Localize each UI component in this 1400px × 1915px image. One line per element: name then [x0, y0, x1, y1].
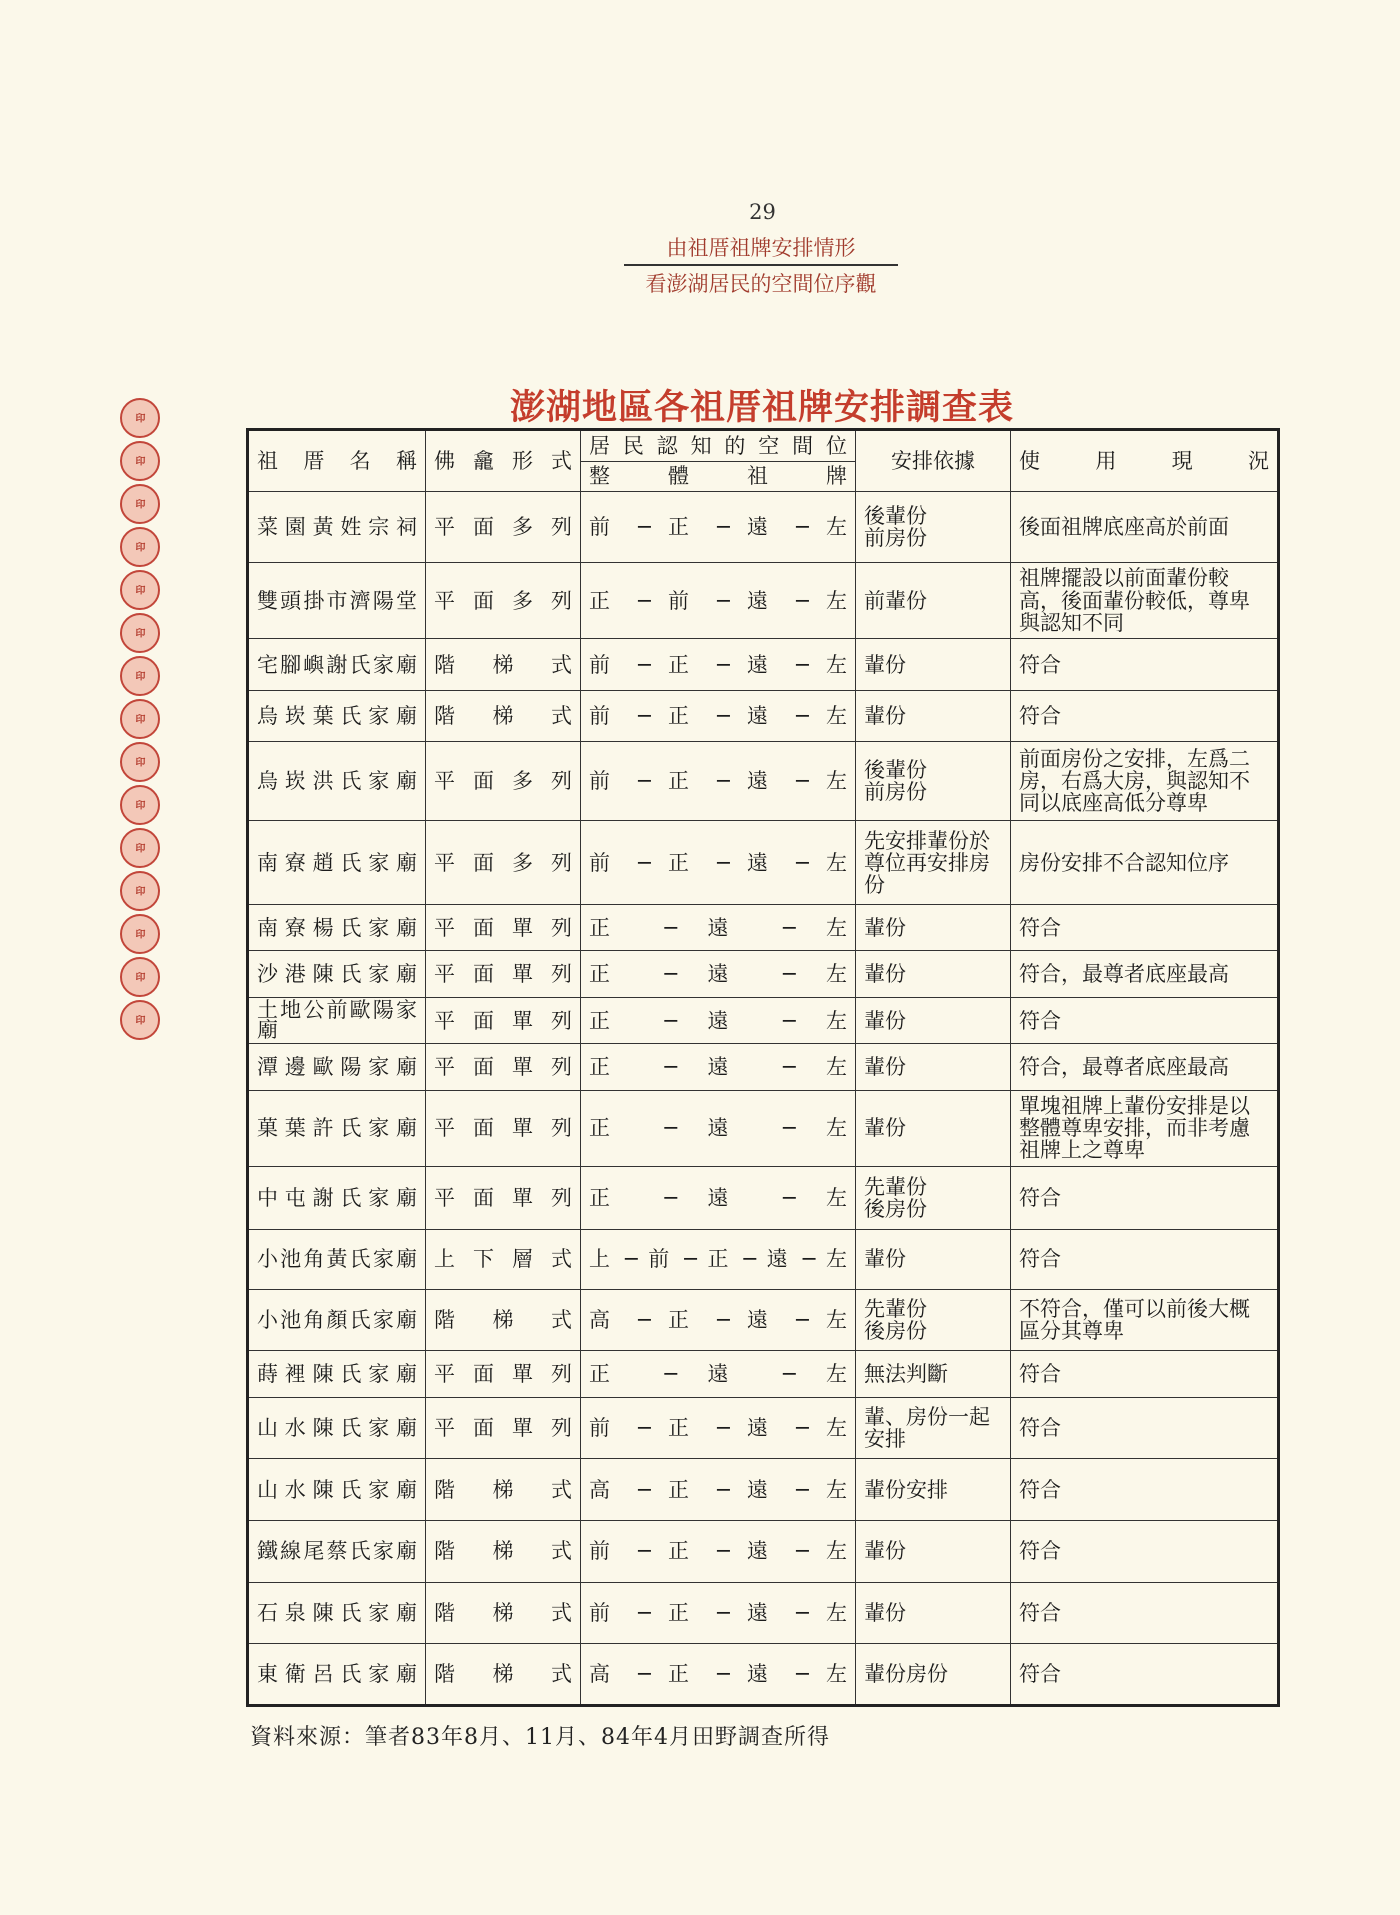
seal-stamp-icon — [120, 613, 160, 653]
cell-basis: 先輩份 後房份 — [856, 1166, 1011, 1230]
seal-stamp-mark: 印 — [135, 627, 145, 640]
table-row — [248, 1582, 1279, 1644]
cell-name: 菜園黃姓宗祠 — [248, 492, 426, 563]
table-row — [248, 997, 1279, 1043]
cell-order: 上 ─ 前 ─ 正 ─ 遠 ─ 左 — [581, 1230, 856, 1290]
seal-stamp-icon — [120, 742, 160, 782]
seal-stamp-icon — [120, 1000, 160, 1040]
cell-order: 前 ─ 正 ─ 遠 ─ 左 — [581, 742, 856, 821]
table-row — [248, 1166, 1279, 1230]
cell-basis: 先安排輩份於尊位再安排房份 — [856, 821, 1011, 905]
cell-basis: 輩份 — [856, 905, 1011, 951]
table-body — [248, 492, 1279, 1706]
cell-status: 符合 — [1011, 1644, 1279, 1706]
cell-order: 正 ─ 遠 ─ 左 — [581, 951, 856, 997]
table-row — [248, 951, 1279, 997]
table-row — [248, 1644, 1279, 1706]
cell-name: 山水陳氏家廟 — [248, 1397, 426, 1459]
header-row-1 — [248, 430, 1279, 462]
seal-stamp-icon — [120, 871, 160, 911]
cell-order: 前 ─ 正 ─ 遠 ─ 左 — [581, 639, 856, 691]
header-shrine: 佛 龕 形 式 — [426, 430, 581, 492]
seal-stamp-icon — [120, 914, 160, 954]
survey-table — [246, 428, 1280, 1707]
cell-status: 房份安排不合認知位序 — [1011, 821, 1279, 905]
cell-name: 山水陳氏家廟 — [248, 1459, 426, 1521]
cell-order: 高 ─ 正 ─ 遠 ─ 左 — [581, 1289, 856, 1351]
cell-name: 宅腳嶼謝氏家廟 — [248, 639, 426, 691]
cell-order: 前 ─ 正 ─ 遠 ─ 左 — [581, 1582, 856, 1644]
cell-order: 前 ─ 正 ─ 遠 ─ 左 — [581, 1397, 856, 1459]
cell-status: 符合 — [1011, 1351, 1279, 1397]
cell-shrine: 階梯式 — [426, 1289, 581, 1351]
table-title: 澎湖地區各祖厝祖牌安排調查表 — [509, 388, 1014, 428]
cell-status: 符合 — [1011, 1459, 1279, 1521]
cell-shrine: 平面單列 — [426, 1397, 581, 1459]
cell-name: 南寮趙氏家廟 — [248, 821, 426, 905]
source-note: 資料來源：筆者83年8月、11月、84年4月田野調查所得 — [250, 1725, 830, 1750]
cell-name: 雙頭掛市濟陽堂 — [248, 562, 426, 639]
cell-status: 符合 — [1011, 1166, 1279, 1230]
cell-shrine: 平面多列 — [426, 742, 581, 821]
cell-shrine: 平面多列 — [426, 492, 581, 563]
cell-shrine: 平面單列 — [426, 1044, 581, 1090]
cell-name: 潭邊歐陽家廟 — [248, 1044, 426, 1090]
cell-status: 符合，最尊者底座最高 — [1011, 1044, 1279, 1090]
cell-basis: 輩份 — [856, 639, 1011, 691]
cell-status: 單塊祖牌上輩份安排是以整體尊卑安排，而非考慮祖牌上之尊卑 — [1011, 1090, 1279, 1166]
cell-name: 烏崁洪氏家廟 — [248, 742, 426, 821]
page-number: 29 — [749, 200, 776, 224]
cell-status: 符合 — [1011, 1521, 1279, 1583]
cell-name: 蒔裡陳氏家廟 — [248, 1351, 426, 1397]
running-head-line1: 由祖厝祖牌安排情形 — [624, 232, 898, 266]
seal-stamp-icon — [120, 656, 160, 696]
cell-basis: 後輩份 前房份 — [856, 742, 1011, 821]
header-name: 祖 厝 名 稱 — [248, 430, 426, 492]
cell-basis: 無法判斷 — [856, 1351, 1011, 1397]
seal-stamp-icon — [120, 484, 160, 524]
cell-name: 東衛呂氏家廟 — [248, 1644, 426, 1706]
cell-name: 菓葉許氏家廟 — [248, 1090, 426, 1166]
cell-status: 符合 — [1011, 997, 1279, 1043]
cell-shrine: 平面單列 — [426, 1166, 581, 1230]
header-cognition: 居民認知的空間位 — [581, 430, 856, 462]
cell-shrine: 平面單列 — [426, 1351, 581, 1397]
seal-stamp-mark: 印 — [135, 455, 145, 468]
running-head-line2: 看澎湖居民的空間位序觀 — [645, 272, 877, 296]
cell-shrine: 階梯式 — [426, 1582, 581, 1644]
seal-stamp-mark: 印 — [135, 541, 145, 554]
table-row — [248, 1351, 1279, 1397]
seal-stamp-icon — [120, 398, 160, 438]
cell-name: 南寮楊氏家廟 — [248, 905, 426, 951]
cell-basis: 輩份 — [856, 1090, 1011, 1166]
cell-status: 符合 — [1011, 1582, 1279, 1644]
cell-shrine: 上下層式 — [426, 1230, 581, 1290]
cell-order: 高 ─ 正 ─ 遠 ─ 左 — [581, 1644, 856, 1706]
table-row — [248, 1090, 1279, 1166]
table-row — [248, 1044, 1279, 1090]
table-row — [248, 905, 1279, 951]
cell-shrine: 平面單列 — [426, 951, 581, 997]
cell-shrine: 階梯式 — [426, 1521, 581, 1583]
cell-order: 正 ─ 遠 ─ 左 — [581, 1166, 856, 1230]
seal-strip — [120, 398, 164, 1043]
cell-shrine: 階梯式 — [426, 639, 581, 691]
table-row — [248, 742, 1279, 821]
table-row — [248, 821, 1279, 905]
running-head — [624, 232, 898, 300]
seal-stamp-mark: 印 — [135, 971, 145, 984]
table-row — [248, 1397, 1279, 1459]
cell-shrine: 平面多列 — [426, 821, 581, 905]
cell-name: 鐵線尾蔡氏家廟 — [248, 1521, 426, 1583]
cell-status: 符合 — [1011, 690, 1279, 742]
seal-stamp-mark: 印 — [135, 670, 145, 683]
cell-basis: 輩份安排 — [856, 1459, 1011, 1521]
cell-shrine: 平面單列 — [426, 905, 581, 951]
table-row — [248, 639, 1279, 691]
seal-stamp-mark: 印 — [135, 498, 145, 511]
cell-order: 前 ─ 正 ─ 遠 ─ 左 — [581, 821, 856, 905]
cell-status: 符合，最尊者底座最高 — [1011, 951, 1279, 997]
seal-stamp-icon — [120, 527, 160, 567]
seal-stamp-icon — [120, 957, 160, 997]
seal-stamp-mark: 印 — [135, 1014, 145, 1027]
cell-status: 符合 — [1011, 1230, 1279, 1290]
cell-basis: 輩份 — [856, 951, 1011, 997]
cell-basis: 輩份 — [856, 1044, 1011, 1090]
cell-order: 前 ─ 正 ─ 遠 ─ 左 — [581, 690, 856, 742]
cell-order: 正 ─ 遠 ─ 左 — [581, 905, 856, 951]
seal-stamp-icon — [120, 699, 160, 739]
table-row — [248, 492, 1279, 563]
seal-stamp-mark: 印 — [135, 799, 145, 812]
header-basis: 安排依據 — [856, 430, 1011, 492]
table-row — [248, 1289, 1279, 1351]
table-row — [248, 1459, 1279, 1521]
cell-name: 小池角顏氏家廟 — [248, 1289, 426, 1351]
cell-name: 石泉陳氏家廟 — [248, 1582, 426, 1644]
cell-shrine: 階梯式 — [426, 1644, 581, 1706]
cell-shrine: 平面單列 — [426, 1090, 581, 1166]
cell-shrine: 平面單列 — [426, 997, 581, 1043]
cell-basis: 輩、房份一起安排 — [856, 1397, 1011, 1459]
cell-shrine: 平面多列 — [426, 562, 581, 639]
cell-order: 高 ─ 正 ─ 遠 ─ 左 — [581, 1459, 856, 1521]
seal-stamp-mark: 印 — [135, 756, 145, 769]
cell-order: 正 ─ 遠 ─ 左 — [581, 1351, 856, 1397]
cell-status: 前面房份之安排，左爲二房，右爲大房，與認知不同以底座高低分尊卑 — [1011, 742, 1279, 821]
cell-basis: 輩份 — [856, 1521, 1011, 1583]
cell-basis: 先輩份 後房份 — [856, 1289, 1011, 1351]
seal-stamp-mark: 印 — [135, 412, 145, 425]
table-row — [248, 562, 1279, 639]
cell-basis: 後輩份 前房份 — [856, 492, 1011, 563]
cell-order: 正 ─ 遠 ─ 左 — [581, 1090, 856, 1166]
cell-status: 符合 — [1011, 1397, 1279, 1459]
cell-status: 後面祖牌底座高於前面 — [1011, 492, 1279, 563]
cell-basis: 輩份 — [856, 1230, 1011, 1290]
seal-stamp-mark: 印 — [135, 584, 145, 597]
cell-order: 前 ─ 正 ─ 遠 ─ 左 — [581, 1521, 856, 1583]
seal-stamp-icon — [120, 785, 160, 825]
cell-basis: 輩份 — [856, 997, 1011, 1043]
seal-stamp-mark: 印 — [135, 928, 145, 941]
cell-name: 小池角黃氏家廟 — [248, 1230, 426, 1290]
seal-stamp-mark: 印 — [135, 713, 145, 726]
cell-status: 符合 — [1011, 905, 1279, 951]
seal-stamp-icon — [120, 828, 160, 868]
seal-stamp-mark: 印 — [135, 885, 145, 898]
cell-status: 祖牌擺設以前面輩份較高，後面輩份較低，尊卑與認知不同 — [1011, 562, 1279, 639]
header-cognition-sub: 整 體 祖 牌 — [581, 462, 856, 492]
cell-basis: 輩份 — [856, 1582, 1011, 1644]
table-row — [248, 690, 1279, 742]
cell-name: 中屯謝氏家廟 — [248, 1166, 426, 1230]
table-row — [248, 1230, 1279, 1290]
cell-name: 土地公前歐陽家廟 — [248, 997, 426, 1043]
cell-order: 正 ─ 遠 ─ 左 — [581, 1044, 856, 1090]
cell-name: 沙港陳氏家廟 — [248, 951, 426, 997]
table-row — [248, 1521, 1279, 1583]
cell-basis: 輩份 — [856, 690, 1011, 742]
seal-stamp-icon — [120, 570, 160, 610]
cell-basis: 輩份房份 — [856, 1644, 1011, 1706]
cell-shrine: 階梯式 — [426, 690, 581, 742]
cell-basis: 前輩份 — [856, 562, 1011, 639]
cell-status: 不符合，僅可以前後大概區分其尊卑 — [1011, 1289, 1279, 1351]
cell-status: 符合 — [1011, 639, 1279, 691]
cell-name: 烏崁葉氏家廟 — [248, 690, 426, 742]
cell-order: 正 ─ 前 ─ 遠 ─ 左 — [581, 562, 856, 639]
seal-stamp-mark: 印 — [135, 842, 145, 855]
header-status: 使 用 現 況 — [1011, 430, 1279, 492]
cell-order: 正 ─ 遠 ─ 左 — [581, 997, 856, 1043]
seal-stamp-icon — [120, 441, 160, 481]
cell-shrine: 階梯式 — [426, 1459, 581, 1521]
cell-order: 前 ─ 正 ─ 遠 ─ 左 — [581, 492, 856, 563]
